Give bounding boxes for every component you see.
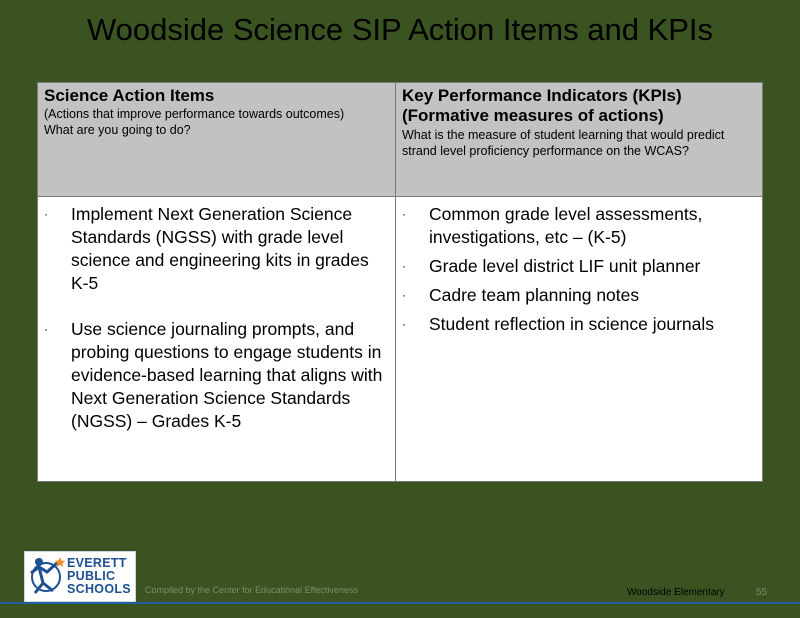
- kpi-list: [402, 203, 756, 336]
- kpi-header: [396, 83, 763, 197]
- logo-line: EVERETT: [67, 556, 127, 570]
- list-item: [44, 318, 389, 433]
- list-item-text: Common grade level assessments, investigations, etc – (K-5): [429, 204, 703, 247]
- bullet-icon: ·: [402, 317, 406, 331]
- action-items-list: [44, 203, 389, 433]
- action-items-heading: Science Action Items: [44, 86, 215, 105]
- table-header-row: [38, 83, 763, 197]
- kpi-cell: [396, 197, 763, 482]
- action-items-cell: [38, 197, 396, 482]
- bullet-icon: ·: [402, 288, 406, 302]
- bullet-icon: ·: [402, 259, 406, 273]
- student-figure-icon: [27, 553, 67, 600]
- bullet-icon: ·: [402, 207, 406, 221]
- kpi-question: What is the measure of student learning that would predict strand level proficiency performance on the WCAS?: [402, 128, 725, 158]
- bullet-icon: ·: [44, 207, 48, 221]
- list-item: [402, 284, 756, 307]
- table-body-row: [38, 197, 763, 482]
- footer-credit: Compiled by the Center for Educational Effectiveness: [145, 585, 358, 595]
- list-item-text: Use science journaling prompts, and probing questions to engage students in evidence-based learning that aligns with Next Generation Science Standards (NGSS) – Grades K-5: [71, 319, 383, 431]
- action-items-header: [38, 83, 396, 197]
- list-item-text: Student reflection in science journals: [429, 314, 715, 334]
- bullet-icon: ·: [44, 322, 48, 336]
- list-item-text: Implement Next Generation Science Standards (NGSS) with grade level science and engineering kits in grades K-5: [71, 204, 369, 293]
- list-item: [44, 203, 389, 295]
- slide-title: Woodside Science SIP Action Items and KPIs: [86, 12, 714, 47]
- page-number: 55: [756, 587, 768, 598]
- list-item-text: Cadre team planning notes: [429, 285, 640, 305]
- everett-public-schools-logo: [24, 551, 136, 602]
- list-item: [402, 313, 756, 336]
- logo-line: PUBLIC: [67, 569, 116, 583]
- list-item: [402, 203, 756, 249]
- list-item-text: Grade level district LIF unit planner: [429, 256, 701, 276]
- action-items-subtitle: (Actions that improve performance towards outcomes): [44, 107, 345, 121]
- kpi-heading: Key Performance Indicators (KPIs) (Formative measures of actions): [402, 86, 682, 125]
- footer-divider: [0, 602, 800, 604]
- logo-line: SCHOOLS: [67, 582, 131, 596]
- action-items-table: [37, 82, 763, 482]
- logo-text: [67, 557, 131, 596]
- footer-school-name: Woodside Elementary: [627, 587, 725, 598]
- list-item: [402, 255, 756, 278]
- action-items-question: What are you going to do?: [44, 123, 191, 137]
